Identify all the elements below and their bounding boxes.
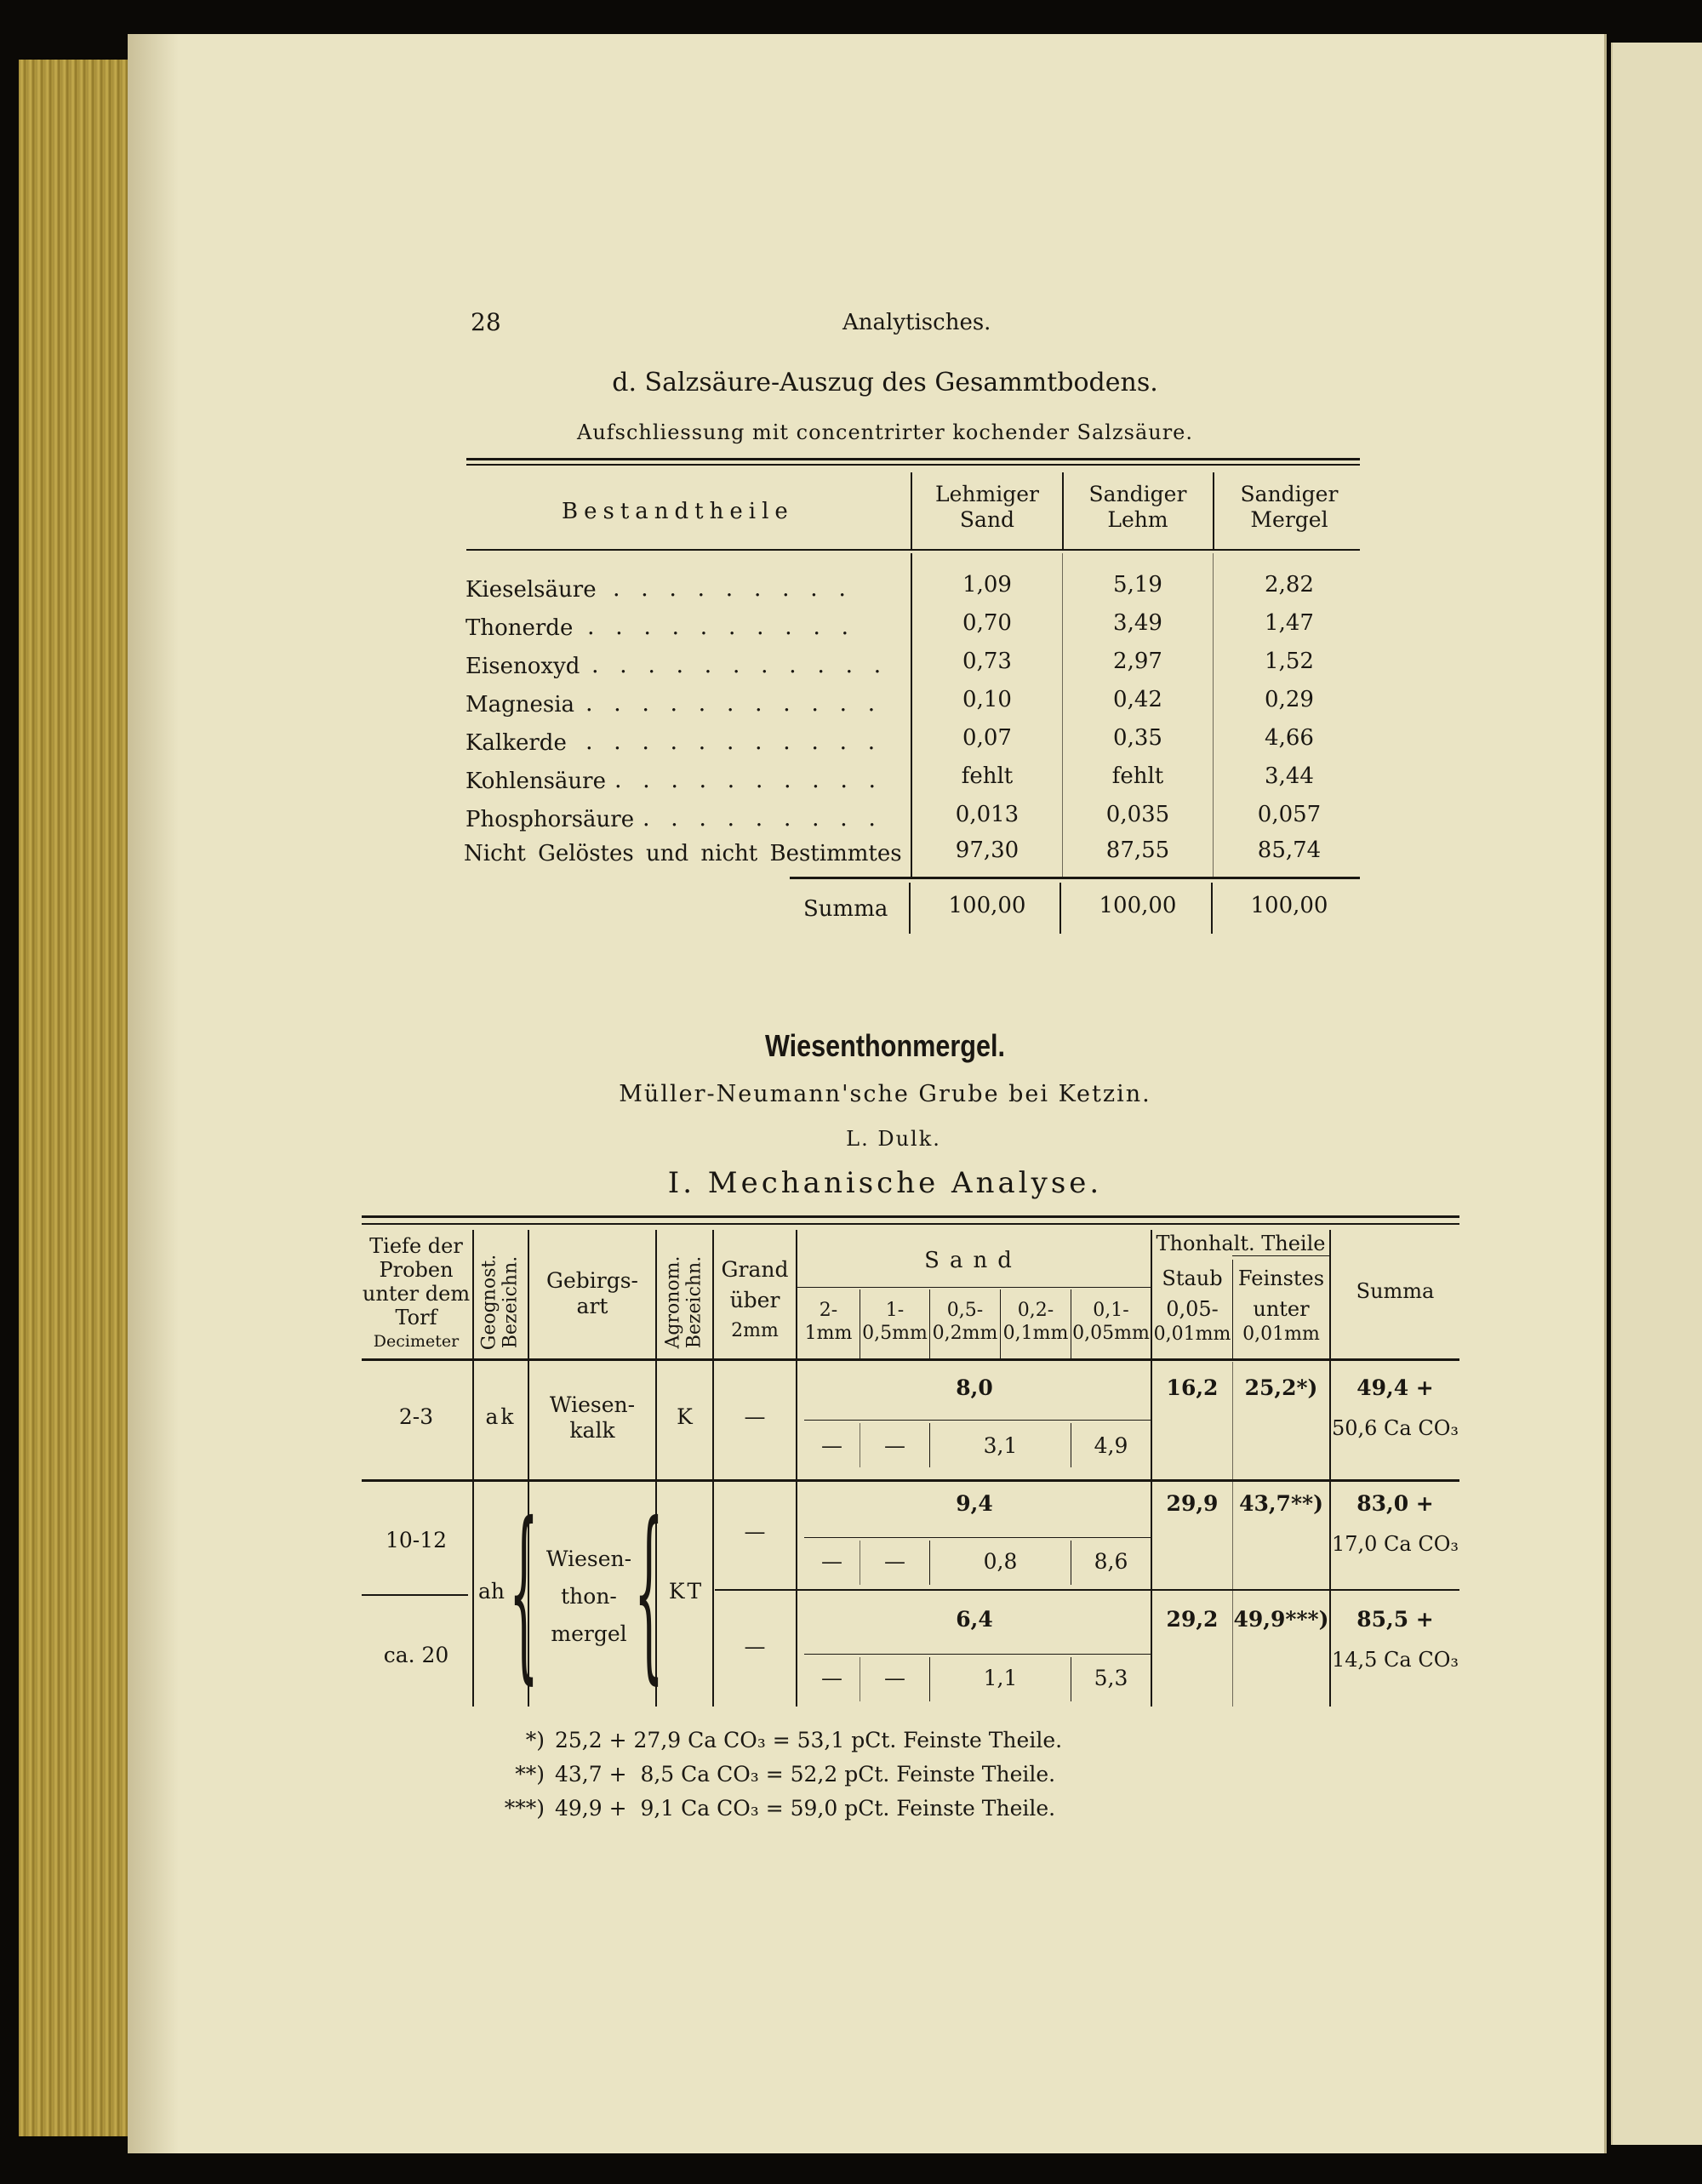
mech-top-rule <box>362 1215 1459 1218</box>
header-line: 1- <box>885 1300 905 1321</box>
cell-feinstes: 43,7**) <box>1239 1491 1323 1516</box>
header-agronom <box>663 1254 705 1352</box>
facing-page-edge <box>1611 43 1702 2145</box>
header-line: 0,01mm <box>1153 1324 1231 1345</box>
cell-sand: 0,8 <box>983 1549 1018 1574</box>
cell-gebirgsart-group <box>529 1541 648 1653</box>
cell: 4,66 <box>1265 725 1314 751</box>
left-brace-icon: { <box>509 1483 539 1701</box>
cell: 0,42 <box>1113 687 1162 712</box>
cell: 0,35 <box>1113 725 1162 751</box>
leader-dots: . . . . . . . . . . . <box>585 690 882 717</box>
header-line: 0,1- <box>1093 1300 1129 1321</box>
cell-tiefe: ca. 20 <box>383 1643 449 1667</box>
cell: 0,73 <box>962 649 1012 674</box>
cell-sand: — <box>821 1549 842 1574</box>
leader-dots: . . . . . . . . . . . <box>585 729 882 755</box>
summa-cell: 100,00 <box>1250 893 1328 918</box>
cell: 0,057 <box>1257 802 1322 827</box>
table-d-vline <box>1062 553 1063 877</box>
cell-sand: — <box>884 1666 905 1690</box>
section-subtitle: I. Mechanische Analyse. <box>667 1166 1103 1200</box>
cell-sand: 1,1 <box>983 1666 1018 1690</box>
cell-line: thon- <box>561 1584 617 1609</box>
cell-grand: — <box>744 1404 766 1429</box>
table-d-top-rule-2 <box>466 464 1360 466</box>
cell-sand: 3,1 <box>983 1433 1018 1458</box>
cell-sand: 8,6 <box>1094 1549 1128 1574</box>
section-d-subheading: Aufschliessung mit concentrirter kochender Salzsäure. <box>576 420 1194 444</box>
cell: 85,74 <box>1257 838 1322 863</box>
cell-line: mergel <box>551 1621 627 1646</box>
cell-staub: 29,9 <box>1166 1491 1219 1516</box>
cell-line: Wiesen- <box>549 1392 636 1417</box>
cell: 0,07 <box>962 725 1012 751</box>
cell: 1,47 <box>1265 610 1314 636</box>
summa-cell: 100,00 <box>948 893 1026 918</box>
cell: 2,97 <box>1113 649 1162 674</box>
footnote-text: 49,9 + 9,1 Ca CO₃ = 59,0 pCt. Feinste Theile. <box>555 1796 1056 1821</box>
col-header-lehmiger-sand <box>915 482 1059 533</box>
row-label: Kohlensäure <box>465 769 606 794</box>
cell: 0,29 <box>1265 687 1314 712</box>
cell-summa-caco3: 14,5 Ca CO₃ <box>1331 1648 1459 1672</box>
header-line: Grand <box>721 1257 789 1282</box>
footnote-text: 43,7 + 8,5 Ca CO₃ = 52,2 pCt. Feinste Theile. <box>555 1762 1056 1787</box>
header-line: 0,2- <box>1017 1300 1054 1321</box>
table-d-vline <box>911 472 912 549</box>
cell: 0,70 <box>962 610 1012 636</box>
header-grand <box>714 1255 796 1346</box>
table-d-top-rule <box>466 458 1360 460</box>
summa-cell: 100,00 <box>1099 893 1177 918</box>
section-author: L. Dulk. <box>846 1127 941 1151</box>
header-thonhalt: Thonhalt. Theile <box>1156 1232 1326 1255</box>
cell: fehlt <box>961 763 1014 789</box>
table-d-vline <box>1062 472 1064 549</box>
cell-sand: — <box>884 1549 905 1574</box>
header-line: 0,5mm <box>862 1323 928 1344</box>
header-staub <box>1152 1263 1232 1345</box>
header-line: 0,5- <box>946 1300 984 1321</box>
header-line: 2- <box>819 1300 838 1321</box>
leader-dots: . . . . . . . . . . <box>587 614 856 640</box>
col-header-line: Sandiger <box>1240 482 1339 506</box>
leader-dots: . . . . . . . . . <box>643 805 882 832</box>
mech-thon-rule <box>1232 1255 1329 1256</box>
page-edges <box>19 60 129 2136</box>
table-d-summa-rule <box>790 877 1360 879</box>
header-line: 2mm <box>731 1320 779 1341</box>
header-line: 1mm <box>804 1323 853 1344</box>
cell-line: Wiesen- <box>545 1547 632 1571</box>
footnote-mark: *) <box>525 1728 545 1752</box>
cell: 2,82 <box>1265 572 1314 597</box>
cell-sand: — <box>821 1666 842 1690</box>
header-tiefe <box>362 1234 471 1353</box>
header-sand-col <box>1071 1299 1151 1345</box>
header-sand-col <box>797 1299 860 1345</box>
col-header-sandiger-mergel <box>1217 482 1362 533</box>
cell-sand: — <box>821 1433 842 1458</box>
header-sand-col <box>930 1299 1000 1345</box>
table-d-vline <box>1213 472 1214 549</box>
cell-summa-caco3: 50,6 Ca CO₃ <box>1331 1416 1459 1440</box>
cell: 1,09 <box>962 572 1012 597</box>
header-line: Gebirgs- <box>546 1268 638 1293</box>
footnote-text: 25,2 + 27,9 Ca CO₃ = 53,1 pCt. Feinste Theile. <box>555 1728 1063 1752</box>
mech-header-rule <box>362 1358 1459 1361</box>
cell-sand: 5,3 <box>1094 1666 1128 1690</box>
cell-feinstes: 49,9***) <box>1233 1607 1329 1632</box>
row-label: Magnesia <box>465 692 575 718</box>
header-line: Staub <box>1162 1266 1223 1290</box>
footnote-mark: ***) <box>504 1796 545 1821</box>
header-feinstes <box>1233 1263 1329 1345</box>
header-line: Agronom. <box>662 1255 684 1349</box>
header-line: Decimeter <box>373 1332 460 1351</box>
row-label: Eisenoxyd <box>465 654 580 679</box>
col-header-bestandtheile: Bestandtheile <box>562 499 794 524</box>
cell: 87,55 <box>1105 838 1170 863</box>
header-sand: Sand <box>924 1248 1022 1273</box>
table-d-vline <box>1059 883 1061 934</box>
leader-dots: . . . . . . . . . . . <box>591 652 888 678</box>
header-line: art <box>576 1294 608 1318</box>
cell-grand: — <box>744 1634 766 1659</box>
page-number: 28 <box>471 308 501 336</box>
cell-tiefe: 2-3 <box>398 1404 434 1429</box>
header-line: 0,05mm <box>1072 1323 1150 1344</box>
cell-geognost: ak <box>485 1404 517 1429</box>
cell: 1,52 <box>1265 649 1314 674</box>
mech-top-rule-2 <box>362 1223 1459 1225</box>
cell: fehlt <box>1111 763 1164 789</box>
cell-sand-total: 9,4 <box>956 1491 993 1516</box>
cell: 5,19 <box>1113 572 1162 597</box>
header-sand-col <box>860 1299 929 1345</box>
header-line: unter dem <box>362 1282 471 1306</box>
header-line: 0,2mm <box>932 1323 998 1344</box>
header-line: Geognost. <box>478 1254 500 1351</box>
header-gebirgsart <box>529 1268 655 1319</box>
mech-sand-body-rule <box>804 1537 1151 1538</box>
cell: 3,44 <box>1265 763 1314 789</box>
section-location: Müller-Neumann'sche Grube bei Ketzin. <box>619 1081 1151 1107</box>
col-header-line: Lehmiger <box>935 482 1039 506</box>
mech-row-rule <box>362 1479 1459 1482</box>
table-d-vline <box>1211 883 1213 934</box>
cell-agronom-group: KT <box>668 1579 705 1604</box>
header-line: 0,01mm <box>1242 1324 1320 1345</box>
table-d-vline <box>1213 553 1214 877</box>
cell: 3,49 <box>1113 610 1162 636</box>
col-header-sandiger-lehm <box>1065 482 1210 533</box>
cell-summa: 85,5 + <box>1356 1607 1434 1632</box>
header-line: Bezeichn. <box>683 1255 705 1349</box>
cell-geognost-group: ah <box>478 1579 505 1604</box>
mech-sand-rule <box>796 1287 1151 1288</box>
col-header-line: Sand <box>959 507 1015 532</box>
footnote-mark: **) <box>515 1762 545 1787</box>
summa-label: Summa <box>803 896 888 922</box>
cell: 0,10 <box>962 687 1012 712</box>
mech-sand-body-rule <box>804 1654 1151 1655</box>
col-header-line: Mergel <box>1250 507 1328 532</box>
cell: 97,30 <box>955 838 1019 863</box>
header-line: 0,1mm <box>1002 1323 1069 1344</box>
mech-subrow-rule <box>715 1589 1459 1591</box>
row-label: Nicht Gelöstes und nicht Bestimmtes <box>464 841 902 866</box>
header-line: Torf <box>395 1306 437 1329</box>
cell-sand-total: 6,4 <box>956 1607 993 1632</box>
left-brace-icon: { <box>634 1483 664 1701</box>
cell: 0,013 <box>955 802 1019 827</box>
cell: 0,035 <box>1105 802 1170 827</box>
row-label: Kalkerde <box>465 730 567 756</box>
table-d-header-rule <box>466 549 1360 551</box>
table-d-vline <box>909 883 911 934</box>
section-d-heading: d. Salzsäure-Auszug des Gesammtbodens. <box>612 368 1158 397</box>
header-geognost <box>479 1254 522 1352</box>
cell-summa: 49,4 + <box>1356 1375 1434 1400</box>
header-line: Feinstes <box>1237 1266 1325 1290</box>
cell-feinstes: 25,2*) <box>1244 1375 1318 1400</box>
cell-sand: — <box>884 1433 905 1458</box>
mech-subrow-rule <box>362 1594 468 1596</box>
cell-sand: 4,9 <box>1094 1433 1128 1458</box>
header-line: Tiefe der <box>369 1234 463 1258</box>
page-gutter <box>128 34 179 2153</box>
header-sand-col <box>1001 1299 1071 1345</box>
header-line: 0,05- <box>1166 1297 1219 1321</box>
mech-sand-body-rule <box>804 1420 1151 1421</box>
col-header-line: Sandiger <box>1088 482 1187 506</box>
cell-staub: 29,2 <box>1166 1607 1219 1632</box>
header-line: unter <box>1253 1297 1310 1321</box>
leader-dots: . . . . . . . . . . <box>614 767 883 793</box>
row-label: Kieselsäure <box>465 577 597 603</box>
mech-vline <box>1232 1362 1233 1707</box>
cell-summa-caco3: 17,0 Ca CO₃ <box>1331 1532 1459 1556</box>
leader-dots: . . . . . . . . . <box>613 575 853 602</box>
col-header-line: Lehm <box>1107 507 1168 532</box>
header-line: Bezeichn. <box>500 1255 522 1349</box>
cell-summa: 83,0 + <box>1356 1491 1434 1516</box>
cell-staub: 16,2 <box>1166 1375 1219 1400</box>
row-label: Thonerde <box>465 615 574 641</box>
cell-agronom: K <box>677 1404 693 1429</box>
running-head: Analytisches. <box>842 310 991 335</box>
cell-gebirgsart <box>529 1392 655 1444</box>
mech-vline <box>472 1230 474 1707</box>
cell-grand: — <box>744 1519 766 1544</box>
row-label: Phosphorsäure <box>465 807 635 832</box>
section-title: Wiesenthonmergel. <box>765 1028 1005 1063</box>
header-line: Proben <box>379 1258 454 1282</box>
cell-tiefe: 10-12 <box>385 1528 448 1552</box>
header-summa: Summa <box>1356 1279 1435 1303</box>
cell-sand-total: 8,0 <box>956 1375 993 1400</box>
header-line: über <box>729 1288 780 1312</box>
table-d-vline <box>911 553 912 877</box>
cell-line: kalk <box>569 1418 615 1443</box>
